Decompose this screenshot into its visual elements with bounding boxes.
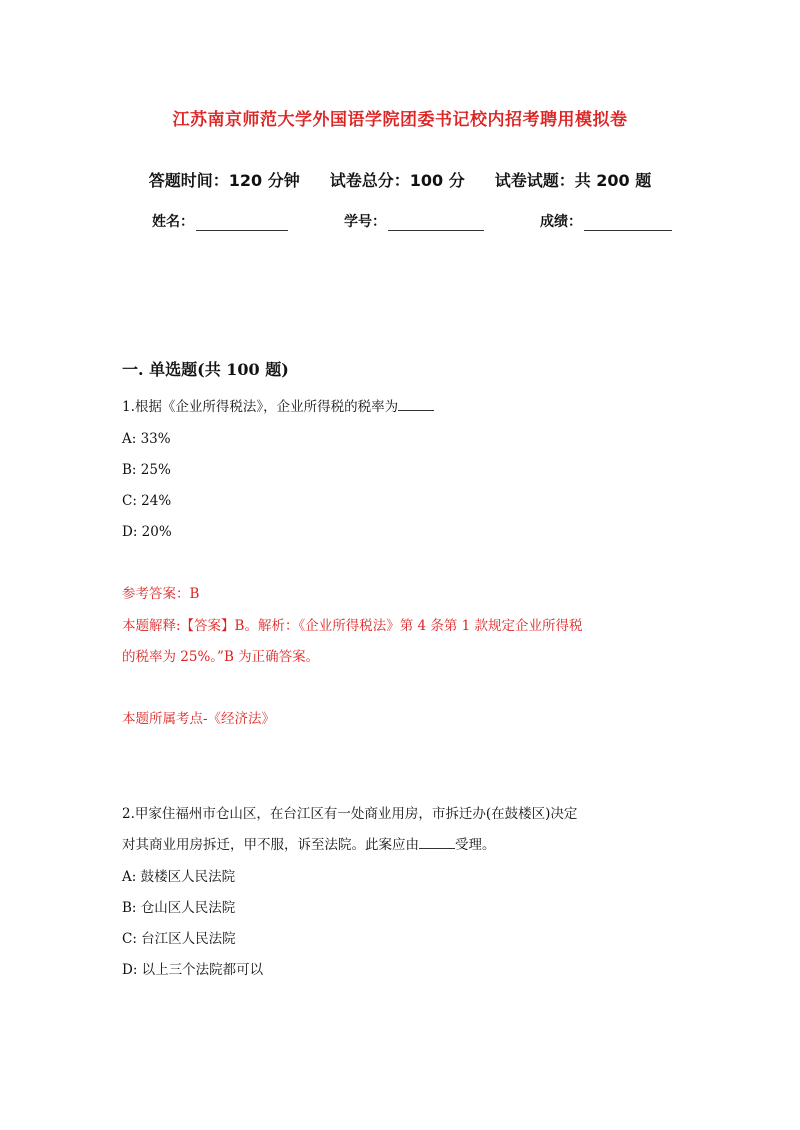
question-1-answer: 参考答案：B [122, 586, 200, 602]
question-1-explanation-line2: 的税率为 25%。”B 为正确答案。 [122, 649, 320, 665]
question-1-option-a: A: 33% [122, 431, 171, 447]
exam-time: 答题时间：120 分钟 [148, 171, 300, 190]
exam-meta [0, 168, 800, 191]
question-1-stem [122, 398, 434, 416]
question-2-text: 对其商业用房拆迁，甲不服，诉至法院。此案应由 [122, 837, 419, 853]
answer-blank [419, 836, 455, 849]
student-id-field [344, 211, 484, 231]
student-id-label: 学号： [344, 214, 386, 230]
name-label: 姓名： [152, 214, 194, 230]
name-blank [196, 216, 288, 231]
document-title: 江苏南京师范大学外国语学院团委书记校内招考聘用模拟卷 [172, 110, 628, 130]
question-1-explanation-line1: 本题解释:【答案】B。解析：《企业所得税法》第 4 条第 1 款规定企业所得税 [122, 618, 583, 634]
question-2-option-d: D: 以上三个法院都可以 [122, 962, 264, 978]
question-1-topic: 本题所属考点-《经济法》 [122, 711, 276, 727]
question-2-option-a: A: 鼓楼区人民法院 [122, 869, 236, 885]
question-1-option-c: C: 24% [122, 493, 172, 509]
question-1-option-b: B: 25% [122, 462, 171, 478]
grade-label: 成绩： [540, 214, 582, 230]
question-2-text-end: 受理。 [455, 837, 496, 853]
question-2-stem-line2 [122, 836, 496, 854]
question-2-option-c: C: 台江区人民法院 [122, 931, 236, 947]
section-title: 一. 单选题(共 100 题) [122, 360, 289, 379]
exam-count: 试卷试题：共 200 题 [494, 171, 652, 190]
question-1-text: 1.根据《企业所得税法》，企业所得税的税率为 [122, 399, 399, 415]
student-fields [152, 211, 672, 231]
question-1-option-d: D: 20% [122, 524, 172, 540]
question-2-stem-line1: 2.甲家住福州市仓山区，在台江区有一处商业用房，市拆迁办(在鼓楼区)决定 [122, 806, 578, 822]
student-id-blank [388, 216, 484, 231]
exam-score: 试卷总分：100 分 [329, 171, 465, 190]
name-field [152, 211, 288, 231]
answer-blank [398, 398, 434, 411]
grade-blank [584, 216, 672, 231]
grade-field [540, 211, 672, 231]
question-2-option-b: B: 仓山区人民法院 [122, 900, 236, 916]
